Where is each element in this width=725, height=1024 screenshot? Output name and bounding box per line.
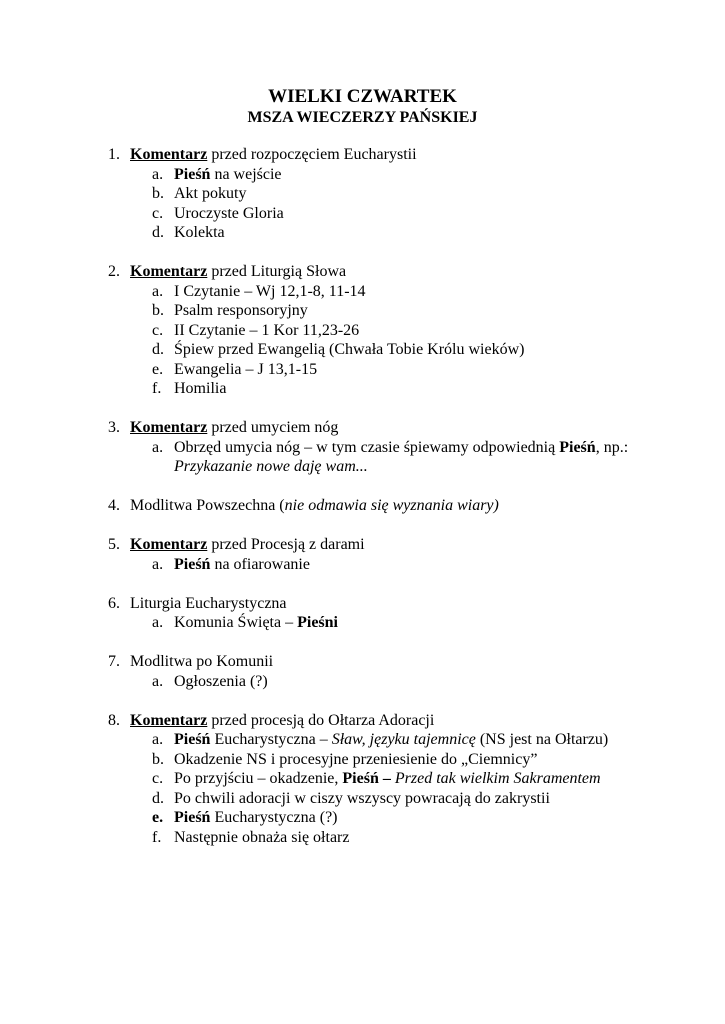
subitem-letter: c. (152, 204, 164, 222)
text-run: Śpiew przed Ewangelią (Chwała Tobie Królu wieków) (174, 341, 525, 358)
outline-item-heading (0, 145, 725, 165)
page-subtitle: MSZA WIECZERZY PAŃSKIEJ (247, 109, 478, 126)
outline-item-heading (0, 262, 725, 282)
outline-item (0, 535, 725, 574)
subitem-letter: c. (152, 321, 164, 339)
text-run: Eucharystyczna (?) (210, 809, 338, 826)
italic-text: Przykazanie nowe daję wam... (174, 458, 368, 475)
outline-subitem (0, 379, 725, 399)
outline-subitem (0, 184, 725, 204)
subitem-letter: a. (152, 165, 164, 183)
outline-subitem (0, 750, 725, 770)
item-number: 2. (108, 263, 120, 280)
subitem-letter: a. (152, 555, 164, 573)
outline-item (0, 418, 725, 477)
text-run: Okadzenie NS i procesyjne przeniesienie do „Ciemnicy” (174, 750, 538, 768)
liturgy-outline (0, 145, 725, 867)
subitem-letter: b. (152, 185, 164, 202)
text-run: Modlitwa Powszechna ( (130, 497, 285, 514)
outline-subitem (0, 808, 725, 828)
outline-item (0, 496, 725, 516)
text-run: Obrzęd umycia nóg – w tym czasie śpiewamy odpowiednią (174, 438, 560, 456)
text-run: Ogłoszenia (?) (174, 672, 268, 690)
text-run: Ewangelia – J 13,1-15 (174, 360, 318, 378)
bold-text: Pieśń (174, 555, 211, 573)
subitem-letter: b. (152, 302, 164, 319)
outline-item-heading (0, 711, 725, 731)
text-run: Psalm responsoryjny (174, 302, 308, 319)
subitem-letter: f. (152, 380, 162, 397)
outline-subitem (0, 223, 725, 243)
text-run: przed umyciem nóg (207, 419, 339, 436)
komentarz-label: Komentarz (130, 146, 208, 163)
subitem-letter: c. (152, 770, 164, 787)
outline-item-heading (0, 535, 725, 555)
outline-item-heading (0, 652, 725, 672)
text-run: Uroczyste Gloria (174, 204, 284, 222)
outline-subitem (0, 340, 725, 360)
text-run: , np.: (595, 438, 629, 456)
text-run: Liturgia Eucharystyczna (130, 594, 287, 612)
item-number: 8. (108, 711, 120, 729)
outline-subitem (0, 165, 725, 185)
item-number: 1. (108, 146, 120, 163)
bold-text: Pieśń – (342, 770, 391, 787)
italic-text: nie odmawia się wyznania wiary) (284, 497, 499, 514)
outline-subitem (0, 769, 725, 789)
text-run: przed Procesją z darami (207, 536, 365, 553)
outline-subitem (0, 204, 725, 224)
text-run: Akt pokuty (174, 185, 247, 202)
text-run: Eucharystyczna – (210, 731, 332, 748)
outline-item-heading (0, 418, 725, 438)
italic-text: Sław, języku tajemnicę (331, 731, 476, 748)
subitem-letter: d. (152, 341, 164, 358)
text-run: II Czytanie – 1 Kor 11,23-26 (174, 321, 360, 339)
outline-item (0, 711, 725, 848)
komentarz-label: Komentarz (130, 263, 208, 280)
outline-subitem (0, 555, 725, 575)
outline-subitem (0, 321, 725, 341)
text-run: Homilia (174, 380, 227, 397)
outline-subitem (0, 672, 725, 692)
item-number: 6. (108, 594, 120, 612)
text-run: na wejście (210, 165, 282, 183)
subitem-letter: a. (152, 731, 164, 748)
subitem-letter: e. (152, 809, 164, 826)
outline-item-heading (0, 594, 725, 614)
outline-subitem (0, 789, 725, 809)
outline-item (0, 145, 725, 243)
text-run: (NS jest na Ołtarzu) (475, 731, 609, 748)
text-run: Modlitwa po Komunii (130, 653, 274, 670)
outline-item-heading (0, 496, 725, 516)
text-run: przed Liturgią Słowa (207, 263, 347, 280)
outline-item (0, 262, 725, 399)
komentarz-label: Komentarz (130, 711, 208, 729)
outline-subitem (0, 613, 725, 633)
subitem-letter: a. (152, 282, 164, 300)
komentarz-label: Komentarz (130, 536, 208, 553)
text-run: Po przyjściu – okadzenie, (174, 770, 343, 787)
subitem-letter: f. (152, 828, 162, 846)
subitem-letter: e. (152, 360, 164, 378)
outline-subitem (0, 360, 725, 380)
bold-text: Pieśń (174, 809, 211, 826)
outline-subitem (0, 438, 725, 477)
outline-item (0, 594, 725, 633)
bold-text: Pieśń (174, 731, 211, 748)
item-number: 3. (108, 419, 120, 436)
text-run: I Czytanie – Wj 12,1-8, 11-14 (174, 282, 366, 300)
italic-text: Przed tak wielkim Sakramentem (394, 770, 601, 787)
text-run: przed rozpoczęciem Eucharystii (207, 146, 417, 163)
bold-text: Pieśń (174, 165, 211, 183)
subitem-letter: b. (152, 750, 164, 768)
subitem-letter: d. (152, 789, 164, 807)
text-run: Komunia Święta – (174, 614, 298, 631)
text-run: przed procesją do Ołtarza Adoracji (207, 711, 435, 729)
bold-text: Pieśń (559, 438, 596, 456)
outline-subitem (0, 730, 725, 750)
item-number: 5. (108, 536, 120, 553)
item-number: 4. (108, 497, 120, 514)
subitem-letter: a. (152, 672, 164, 690)
outline-subitem (0, 828, 725, 848)
outline-subitem (0, 282, 725, 302)
text-run: Po chwili adoracji w ciszy wszyscy powracają do zakrystii (174, 789, 550, 807)
outline-item (0, 652, 725, 691)
outline-subitem (0, 301, 725, 321)
text-run: Następnie obnaża się ołtarz (174, 828, 350, 846)
page-title: WIELKI CZWARTEK (268, 86, 457, 107)
text-run: na ofiarowanie (210, 555, 310, 573)
subitem-letter: a. (152, 614, 164, 631)
item-number: 7. (108, 653, 120, 670)
text-run: Kolekta (174, 224, 225, 241)
bold-text: Pieśni (297, 614, 338, 631)
subitem-letter: a. (152, 438, 164, 456)
subitem-letter: d. (152, 224, 164, 241)
komentarz-label: Komentarz (130, 419, 208, 436)
